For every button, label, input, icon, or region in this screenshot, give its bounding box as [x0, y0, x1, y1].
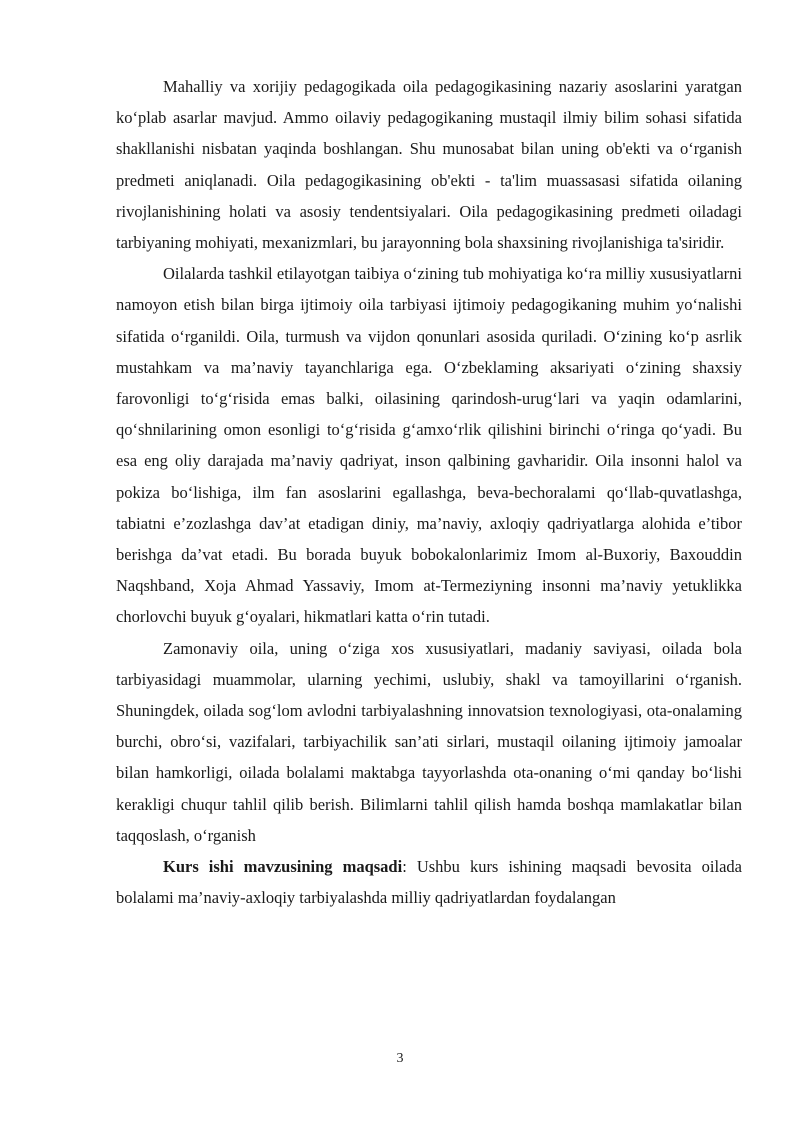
paragraph-intro: Mahalliy va xorijiy pedagogikada oila pedagogikasining nazariy asoslarini yaratgan ko‘plab asarlar mavjud. Ammo oilaviy pedagogikaning mustaqil ilmiy bilim sohasi sifatida shakllanishi nisbatan yaqinda boshlangan. Shu munosabat bilan uning ob'ekti va o‘rganish predmeti aniqlanadi. Oila pedagogikasining ob'ekti - ta'lim muassasasi sifatida oilaning rivojlanishining holati va asosiy tendentsiyalari. Oila pedagogikasining predmeti oiladagi tarbiyaning mohiyati, mexanizmlari, bu jarayonning bola shaxsining rivojlanishiga ta'siridir. — [116, 77, 742, 253]
course-goal-heading: Kurs ishi mavzusining maqsadi — [163, 857, 403, 877]
paragraph-course-goal — [116, 851, 742, 913]
document-body — [116, 71, 742, 913]
paragraph-modern-family: Zamonaviy oila, uning o‘ziga xos xususiyatlari, madaniy saviyasi, oilada bola tarbiyasidagi muammolar, ularning yechimi, uslubiy, shakl va tamoyillarini o‘rganish. Shuningdek, oilada sog‘lom avlodni tarbiyalashning innovatsion texnologiyasi, ota-onalaming burchi, obro‘si, vazifalari, tarbiyachilik san’ati sirlari, mustaqil oilaning ijtimoiy jamoalar bilan hamkorligi, oilada bolalami maktabga tayyorlashda ota-onaning o‘mi qanday bo‘lishi kerakligi chuqur tahlil qilib berish. Bilimlarni tahlil qilish hamda boshqa mamlakatlar bilan taqqoslash, o‘rganish — [116, 638, 742, 845]
course-goal-text: : Ushbu kurs ishining maqsadi bevosita oilada bolalami ma’naviy-axloqiy tarbiyalashda milliy qadriyatlardan foydalangan — [116, 857, 742, 908]
paragraph-family-values: Oilalarda tashkil etilayotgan taibiya o‘zining tub mohiyatiga ko‘ra milliy xususiyatlarni namoyon etish bilan birga ijtimoiy oila tarbiyasi ijtimoiy pedagogikaning muhim yo‘nalishi sifatida o‘rganildi. Oila, turmush va vijdon qonunlari asosida quriladi. O‘zining ko‘p asrlik mustahkam va ma’naviy tayanchlariga ega. O‘zbeklaming aksariyati o‘zining shaxsiy farovonligi to‘g‘risida emas balki, oilasining qarindosh-urug‘lari va yaqin odamlarini, qo‘shnilarining omon esonligi to‘g‘risida g‘amxo‘rlik qilishini birinchi o‘ringa qo‘yadi. Bu esa eng oliy darajada ma’naviy qadriyat, inson qalbining gavharidir. Oila insonni halol va pokiza bo‘lishiga, ilm fan asoslarini egallashga, beva-bechoralami qo‘llab-quvatlashga, tabiatni e’zozlashga dav’at etadigan diniy, ma’naviy, axloqiy qadriyatlarga alohida e’tibor berishga da’vat etadi. Bu borada buyuk bobokalonlarimiz Imom al-Buxoriy, Baxouddin Naqshband, Xoja Ahmad Yassaviy, Imom at-Termeziyning insonni ma’naviy yetuklikka chorlovchi buyuk g‘oyalari, hikmatlari katta o‘rin tutadi. — [116, 264, 742, 627]
page-number: 3 — [396, 1051, 404, 1066]
